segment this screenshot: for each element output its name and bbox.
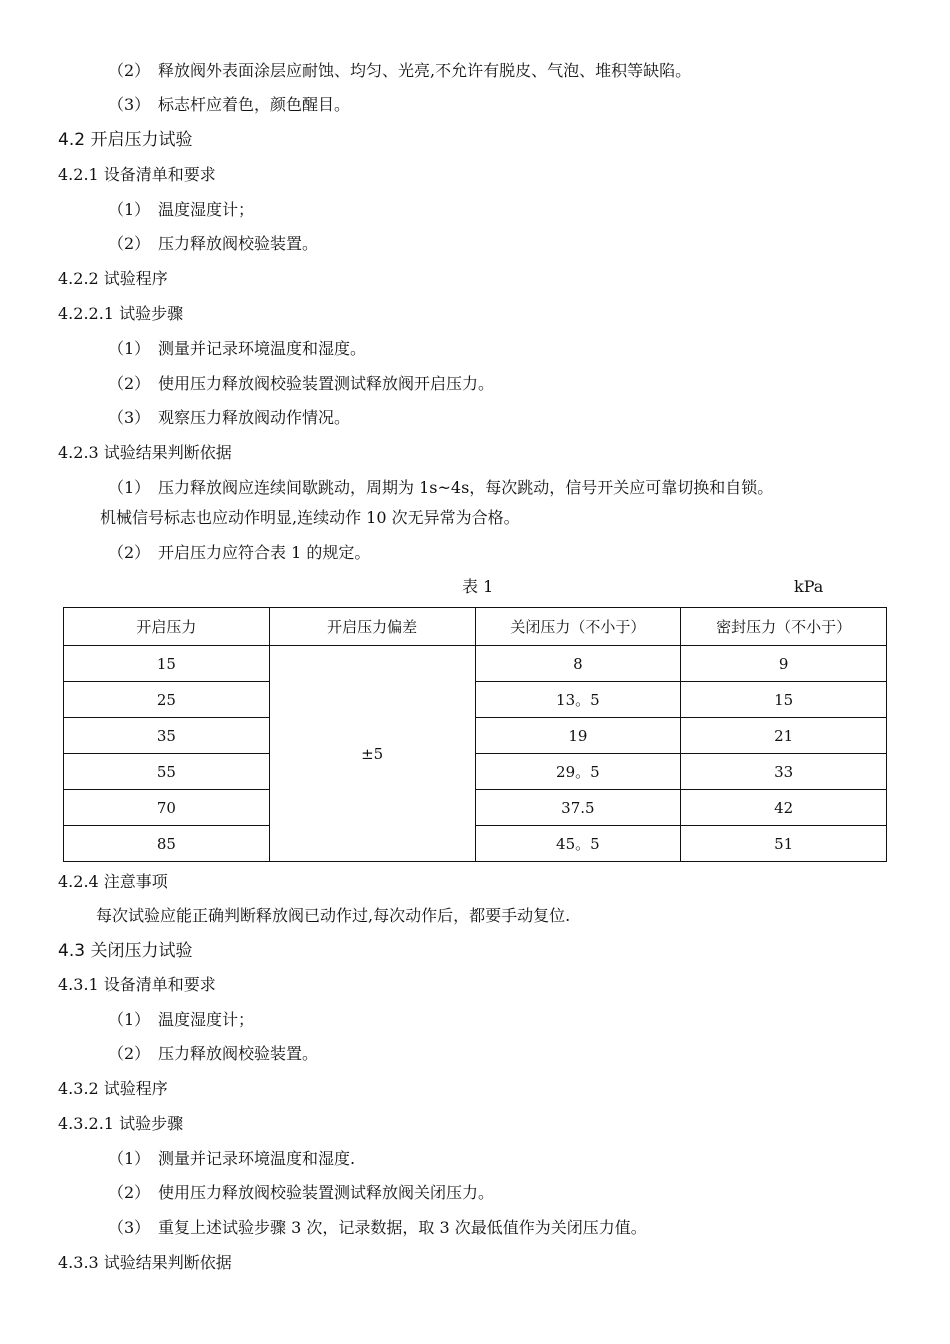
list-item: （2） 使用压力释放阀校验装置测试释放阀开启压力。 xyxy=(108,374,495,393)
list-item: （1） 测量并记录环境温度和湿度. xyxy=(108,1149,356,1168)
list-item: （1） 测量并记录环境温度和湿度。 xyxy=(108,339,367,358)
table-caption: 表 1 xyxy=(462,577,494,596)
table-cell: 25 xyxy=(64,682,270,718)
subsection-heading-4-2-3: 4.2.3 试验结果判断依据 xyxy=(58,443,232,462)
list-item: （3） 标志杆应着色，颜色醒目。 xyxy=(108,95,351,114)
table-cell: 33 xyxy=(681,754,887,790)
list-item: （1） 温度湿度计； xyxy=(108,1010,255,1029)
list-item: （1） 压力释放阀应连续间歇跳动，周期为 1s~4s，每次跳动，信号开关应可靠切换和自锁。 xyxy=(108,478,774,497)
list-item-continuation: 机械信号标志也应动作明显,连续动作 10 次无异常为合格。 xyxy=(100,508,520,527)
subsection-heading-4-2-1: 4.2.1 设备清单和要求 xyxy=(58,165,216,184)
column-header: 开启压力 xyxy=(64,608,270,646)
table-caption-row xyxy=(0,575,950,599)
section-heading-4-3: 4.3 关闭压力试验 xyxy=(58,941,193,961)
list-item: （3） 重复上述试验步骤 3 次，记录数据，取 3 次最低值作为关闭压力值。 xyxy=(108,1218,647,1237)
table-cell: 21 xyxy=(681,718,887,754)
column-header: 关闭压力（不小于） xyxy=(475,608,681,646)
table-cell: 55 xyxy=(64,754,270,790)
table-cell: 51 xyxy=(681,826,887,862)
subsection-heading-4-3-3: 4.3.3 试验结果判断依据 xyxy=(58,1253,232,1272)
table-row xyxy=(64,754,887,790)
table-cell: 42 xyxy=(681,790,887,826)
table-row xyxy=(64,790,887,826)
table-cell: 9 xyxy=(681,646,887,682)
table-cell: 13。5 xyxy=(475,682,681,718)
list-item: （2） 压力释放阀校验装置。 xyxy=(108,234,319,253)
table-cell: 45。5 xyxy=(475,826,681,862)
list-item: （2） 压力释放阀校验装置。 xyxy=(108,1044,319,1063)
table-cell: 29。5 xyxy=(475,754,681,790)
subsection-heading-4-3-1: 4.3.1 设备清单和要求 xyxy=(58,975,216,994)
subsection-heading-4-2-2-1: 4.2.2.1 试验步骤 xyxy=(58,304,184,323)
table-cell: 37.5 xyxy=(475,790,681,826)
table-cell: 85 xyxy=(64,826,270,862)
column-header: 开启压力偏差 xyxy=(269,608,475,646)
subsection-heading-4-2-2: 4.2.2 试验程序 xyxy=(58,269,168,288)
table-cell: 19 xyxy=(475,718,681,754)
table-cell: 15 xyxy=(64,646,270,682)
table-row xyxy=(64,682,887,718)
table-cell: 15 xyxy=(681,682,887,718)
list-item: （2） 开启压力应符合表 1 的规定。 xyxy=(108,543,371,562)
pressure-table xyxy=(63,607,887,862)
table-unit: kPa xyxy=(794,577,824,596)
subsection-heading-4-2-4: 4.2.4 注意事项 xyxy=(58,872,168,891)
table-cell: 8 xyxy=(475,646,681,682)
deviation-cell: ±5 xyxy=(269,646,475,862)
table-header-row xyxy=(64,608,887,646)
list-item: （3） 观察压力释放阀动作情况。 xyxy=(108,408,351,427)
table-cell: 35 xyxy=(64,718,270,754)
list-item: （2） 使用压力释放阀校验装置测试释放阀关闭压力。 xyxy=(108,1183,495,1202)
table-cell: 70 xyxy=(64,790,270,826)
table-row xyxy=(64,646,887,682)
list-item: （2） 释放阀外表面涂层应耐蚀、均匀、光亮,不允许有脱皮、气泡、堆积等缺陷。 xyxy=(108,61,692,80)
table-row xyxy=(64,826,887,862)
subsection-heading-4-3-2-1: 4.3.2.1 试验步骤 xyxy=(58,1114,184,1133)
column-header: 密封压力（不小于） xyxy=(681,608,887,646)
section-heading-4-2: 4.2 开启压力试验 xyxy=(58,130,193,150)
paragraph: 每次试验应能正确判断释放阀已动作过,每次动作后，都要手动复位. xyxy=(96,906,571,925)
list-item: （1） 温度湿度计； xyxy=(108,200,255,219)
subsection-heading-4-3-2: 4.3.2 试验程序 xyxy=(58,1079,168,1098)
table-row xyxy=(64,718,887,754)
